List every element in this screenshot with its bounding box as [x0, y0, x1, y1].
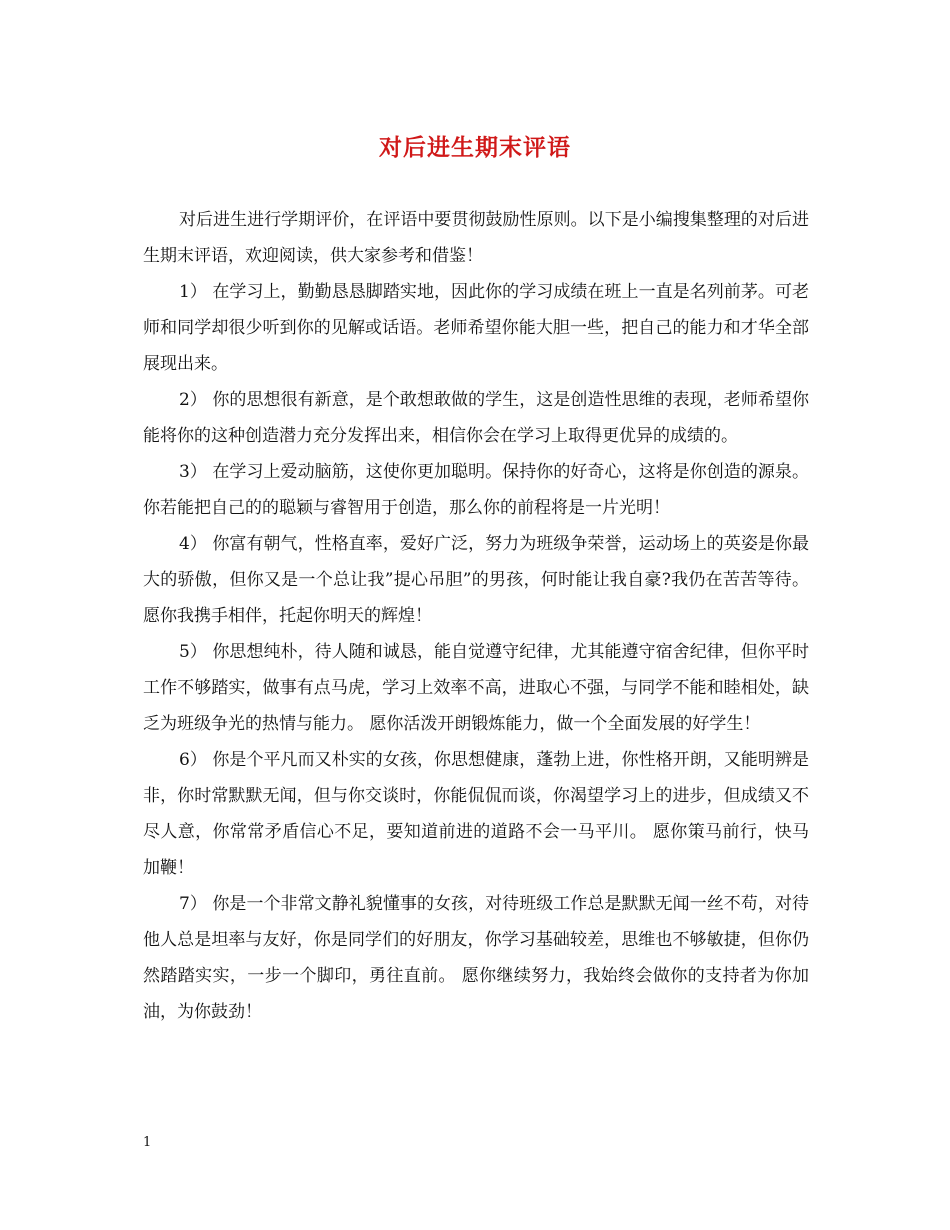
page-number: 1 — [143, 1135, 152, 1150]
comment-paragraph-1: 1） 在学习上，勤勤恳恳脚踏实地，因此你的学习成绩在班上一直是名列前茅。可老师和同学却很少听到你的见解或话语。老师希望你能大胆一些，把自己的能力和才华全部展现出来。 — [143, 282, 809, 374]
document-body — [143, 202, 809, 1030]
comment-paragraph-2: 2） 你的思想很有新意，是个敢想敢做的学生，这是创造性思维的表现，老师希望你能将你的这种创造潜力充分发挥出来，相信你会在学习上取得更优异的成绩的。 — [143, 390, 809, 446]
comment-paragraph-5: 5） 你思想纯朴，待人随和诚恳，能自觉遵守纪律，尤其能遵守宿舍纪律，但你平时工作不够踏实，做事有点马虎，学习上效率不高，进取心不强，与同学不能和睦相处，缺乏为班级争光的热情与能力。 愿你活泼开朗锻炼能力，做一个全面发展的好学生！ — [143, 642, 809, 734]
page-title: 对后进生期末评语 — [379, 134, 571, 161]
comment-paragraph-3: 3） 在学习上爱动脑筋，这使你更加聪明。保持你的好奇心，这将是你创造的源泉。你若能把自己的的聪颖与睿智用于创造，那么你的前程将是一片光明！ — [143, 462, 809, 518]
comment-paragraph-7: 7） 你是一个非常文静礼貌懂事的女孩，对待班级工作总是默默无闻一丝不苟，对待他人总是坦率与友好，你是同学们的好朋友，你学习基础较差，思维也不够敏捷，但你仍然踏踏实实，一步一个脚印，勇往直前。 愿你继续努力，我始终会做你的支持者为你加油，为你鼓劲！ — [143, 894, 809, 1022]
intro-paragraph: 对后进生进行学期评价，在评语中要贯彻鼓励性原则。以下是小编搜集整理的对后进生期末评语，欢迎阅读，供大家参考和借鉴！ — [143, 210, 809, 266]
comment-paragraph-4: 4） 你富有朝气，性格直率，爱好广泛，努力为班级争荣誉，运动场上的英姿是你最大的骄傲，但你又是一个总让我”提心吊胆”的男孩，何时能让我自豪?我仍在苦苦等待。愿你我携手相伴，托起你明天的辉煌！ — [143, 534, 809, 626]
comment-paragraph-6: 6） 你是个平凡而又朴实的女孩，你思想健康，蓬勃上进，你性格开朗，又能明辨是非，你时常默默无闻，但与你交谈时，你能侃侃而谈，你渴望学习上的进步，但成绩又不尽人意，你常常矛盾信心不足，要知道前进的道路不会一马平川。 愿你策马前行，快马加鞭！ — [143, 750, 809, 878]
